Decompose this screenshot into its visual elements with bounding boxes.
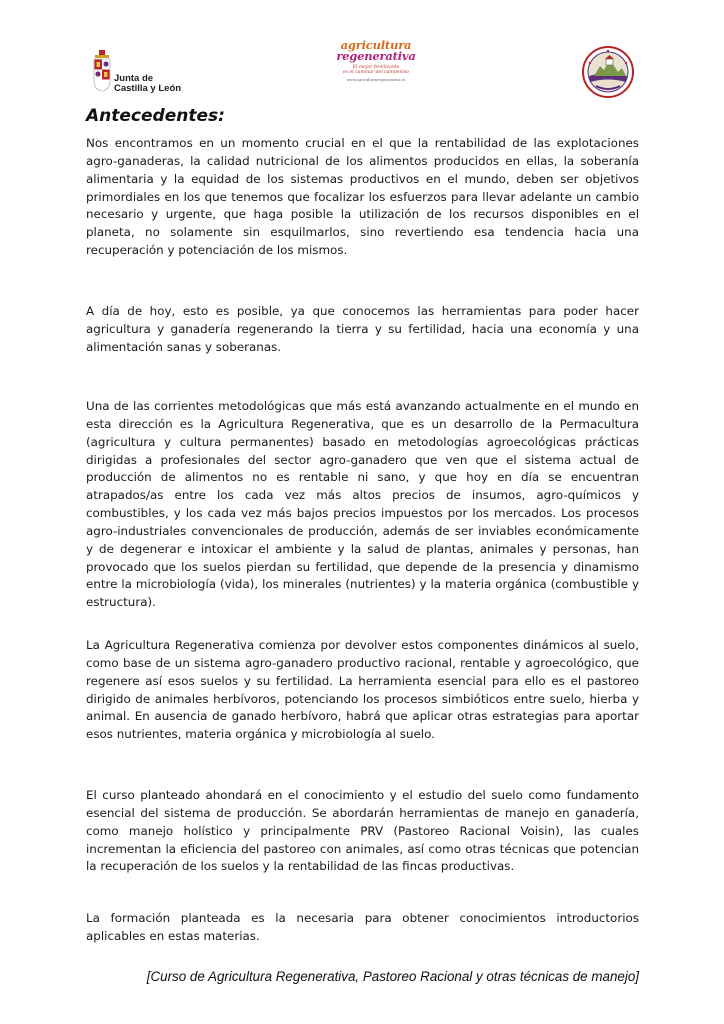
ar-logo-url: www.agriculturaregenerativa.es (346, 78, 406, 82)
paragraph-6: La formación planteada es la necesaria para obtener conocimientos introductorios aplicables en estas materias. (86, 911, 639, 943)
course-footer: [Curso de Agricultura Regenerativa, Pastoreo Racional y otras técnicas de manejo] (146, 969, 639, 984)
ar-logo-word1: agricultura (340, 38, 412, 52)
paragraph-5: El curso planteado ahondará en el conocimiento y el estudio del suelo como fundamento esencial del sistema de producción. Se abordarán herramientas de manejo en ganadería, como manejo holístico y principalmente PRV (Pastoreo Racional Voisin), las cuales incrementan la eficiencia del pastoreo con animales, así como otras técnicas que potencian la recuperación de los suelos y la rentabilidad de las fincas productivas. (86, 788, 639, 874)
ar-logo-tagline1: El mejor fertilizante (352, 65, 400, 70)
section-heading: Antecedentes: (86, 106, 225, 126)
junta-logo-text (114, 74, 181, 94)
paragraph-3: Una de las corrientes metodológicas que más está avanzando actualmente en el mundo en esta dirección es la Agricultura Regenerativa, que es un desarrollo de la Permacultura (agricultura y cultura permanentes) basado en metodologías agroecológicas prácticas dirigidas a profesionales del sector agro-ganadero que ven que el sistema actual de producción de alimentos no es rentable ni sano, y que hoy en día se encuentran atrapados/as entre los cada vez más altos precios de insumos, agro-químicos y combustibles, y los cada vez más bajos precios impuestos por los mercados. Los procesos agro-industriales convencionales de producción, además de ser inviables económicamente y de degenerar e intoxicar el ambiente y la salud de plantas, animales y personas, han provocado que los suelos pierdan su fertilidad, que depende de la presencia y dinamismo entre la microbiología (vida), los minerales (nutrientes) y la materia orgánica (combustible y estructura). (86, 399, 639, 610)
seal-logo-icon (582, 46, 634, 98)
ar-logo-word2: regenerativa (336, 49, 416, 63)
paragraph-4: La Agricultura Regenerativa comienza por devolver estos componentes dinámicos al suelo, como base de un sistema agro-ganadero productivo racional, rentable y agroecológico, que regenere así esos suelos y su fertilidad. La herramienta esencial para ello es el pastoreo dirigido de animales herbívoros, potenciando los procesos simbióticos entre suelo, hierba y animal. En ausencia de ganado herbívoro, habrá que aplicar otras estrategias para aportar esos nutrientes, materia orgánica y microbiología al suelo. (86, 638, 639, 742)
agricultura-regenerativa-logo (330, 40, 422, 98)
paragraph-1: Nos encontramos en un momento crucial en el que la rentabilidad de las explotaciones agro-ganaderas, la calidad nutricional de los alimentos producidos en ellas, la soberanía alimentaria y la equidad de los sistemas productivos en el mundo, deben ser objetivos primordiales en los que tenemos que focalizar los esfuerzos para llevar adelante un cambio necesario y urgente, que haga posible la utilización de los recursos disponibles en el planeta, no solamente sin esquilmarlos, sino revertiendo esa tendencia hacia una recuperación y potenciación de los mismos. (86, 136, 639, 258)
paragraph-2: A día de hoy, esto es posible, ya que conocemos las herramientas para poder hacer agricultura y ganadería regenerando la tierra y su fertilidad, hacia una economía y una alimentación sanas y soberanas. (86, 304, 639, 354)
junta-logo-line1: Junta de (114, 73, 154, 84)
junta-castilla-leon-logo (92, 50, 182, 94)
ar-logo-tagline2: es el caminar del campesino (342, 70, 410, 75)
castilla-leon-shield-icon (92, 50, 112, 92)
junta-logo-line2: Castilla y León (114, 83, 182, 94)
ar-logo-tagline (330, 65, 422, 75)
